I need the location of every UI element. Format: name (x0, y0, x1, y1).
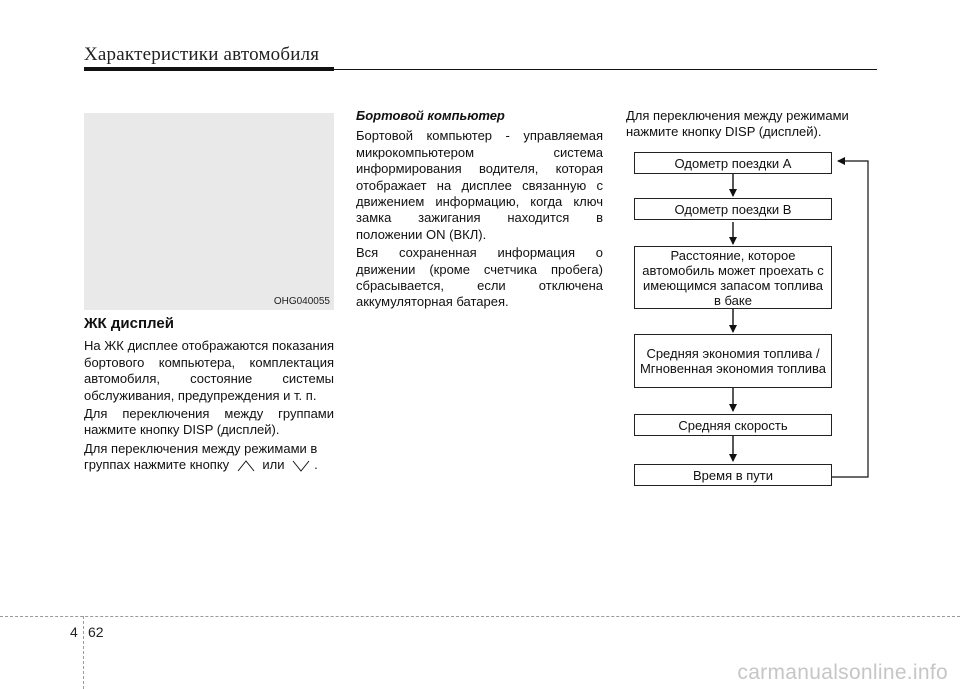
trip-computer-title: Бортовой компьютер (356, 108, 505, 123)
lcd-p3-or: или (262, 457, 285, 473)
lcd-p3-start: Для переключения между режимами в группах нажмите кнопку (84, 440, 318, 473)
trip-paragraph-1: Бортовой компьютер - управляемая микрокомпьютером система информирования водителя, которая отображает на дисплее связанную с движением информацию, когда ключ замка зажигания находится в положении ON (ВКЛ). (356, 128, 603, 242)
flow-intro: Для переключения между режимами нажмите кнопку DISP (дисплей). (626, 108, 849, 140)
header-rule-thick (84, 67, 334, 71)
lcd-paragraph-1: На ЖК дисплее отображаются показания бортового компьютера, комплектация автомобиля, состояние системы обслуживания, предупреждения и т. п. (84, 338, 334, 403)
footer-divider (0, 616, 960, 617)
section-title: Характеристики автомобиля (84, 44, 320, 65)
trip-paragraph-2: Вся сохраненная информация о движении (кроме счетчика пробега) сбрасывается, если отключена аккумуляторная батарея. (356, 245, 603, 310)
flow-box-elapsed-time: Время в пути (634, 464, 832, 486)
loop-back-arrow (831, 161, 868, 477)
watermark: carmanualsonline.info (737, 661, 948, 684)
down-button-icon (292, 460, 310, 472)
flow-box-average-speed: Средняя скорость (634, 414, 832, 436)
chapter-number: 4 (70, 624, 78, 640)
flow-intro-block (626, 108, 876, 143)
lcd-p3-end: . (314, 457, 318, 473)
lcd-display-photo (84, 113, 334, 310)
flow-box-distance-to-empty: Расстояние, которое автомобиль может проехать с имеющимся запасом топлива в баке (634, 246, 832, 309)
trip-computer-section (356, 108, 603, 313)
lcd-paragraph-2: Для переключения между группами нажмите кнопку DISP (дисплей). (84, 406, 334, 438)
lcd-section (84, 316, 334, 476)
lcd-paragraph-3 (84, 441, 334, 474)
flow-box-fuel-economy: Средняя экономия топлива / Мгновенная экономия топлива (634, 334, 832, 388)
footer-vertical-divider (83, 616, 84, 689)
photo-code: OHG040055 (273, 296, 330, 307)
flow-box-trip-a: Одометр поездки А (634, 152, 832, 174)
page-number: 62 (88, 624, 104, 640)
flow-box-trip-b: Одометр поездки B (634, 198, 832, 220)
lcd-title: ЖК дисплей (84, 315, 174, 332)
up-button-icon (237, 460, 255, 472)
header-rule-thin (334, 69, 877, 70)
